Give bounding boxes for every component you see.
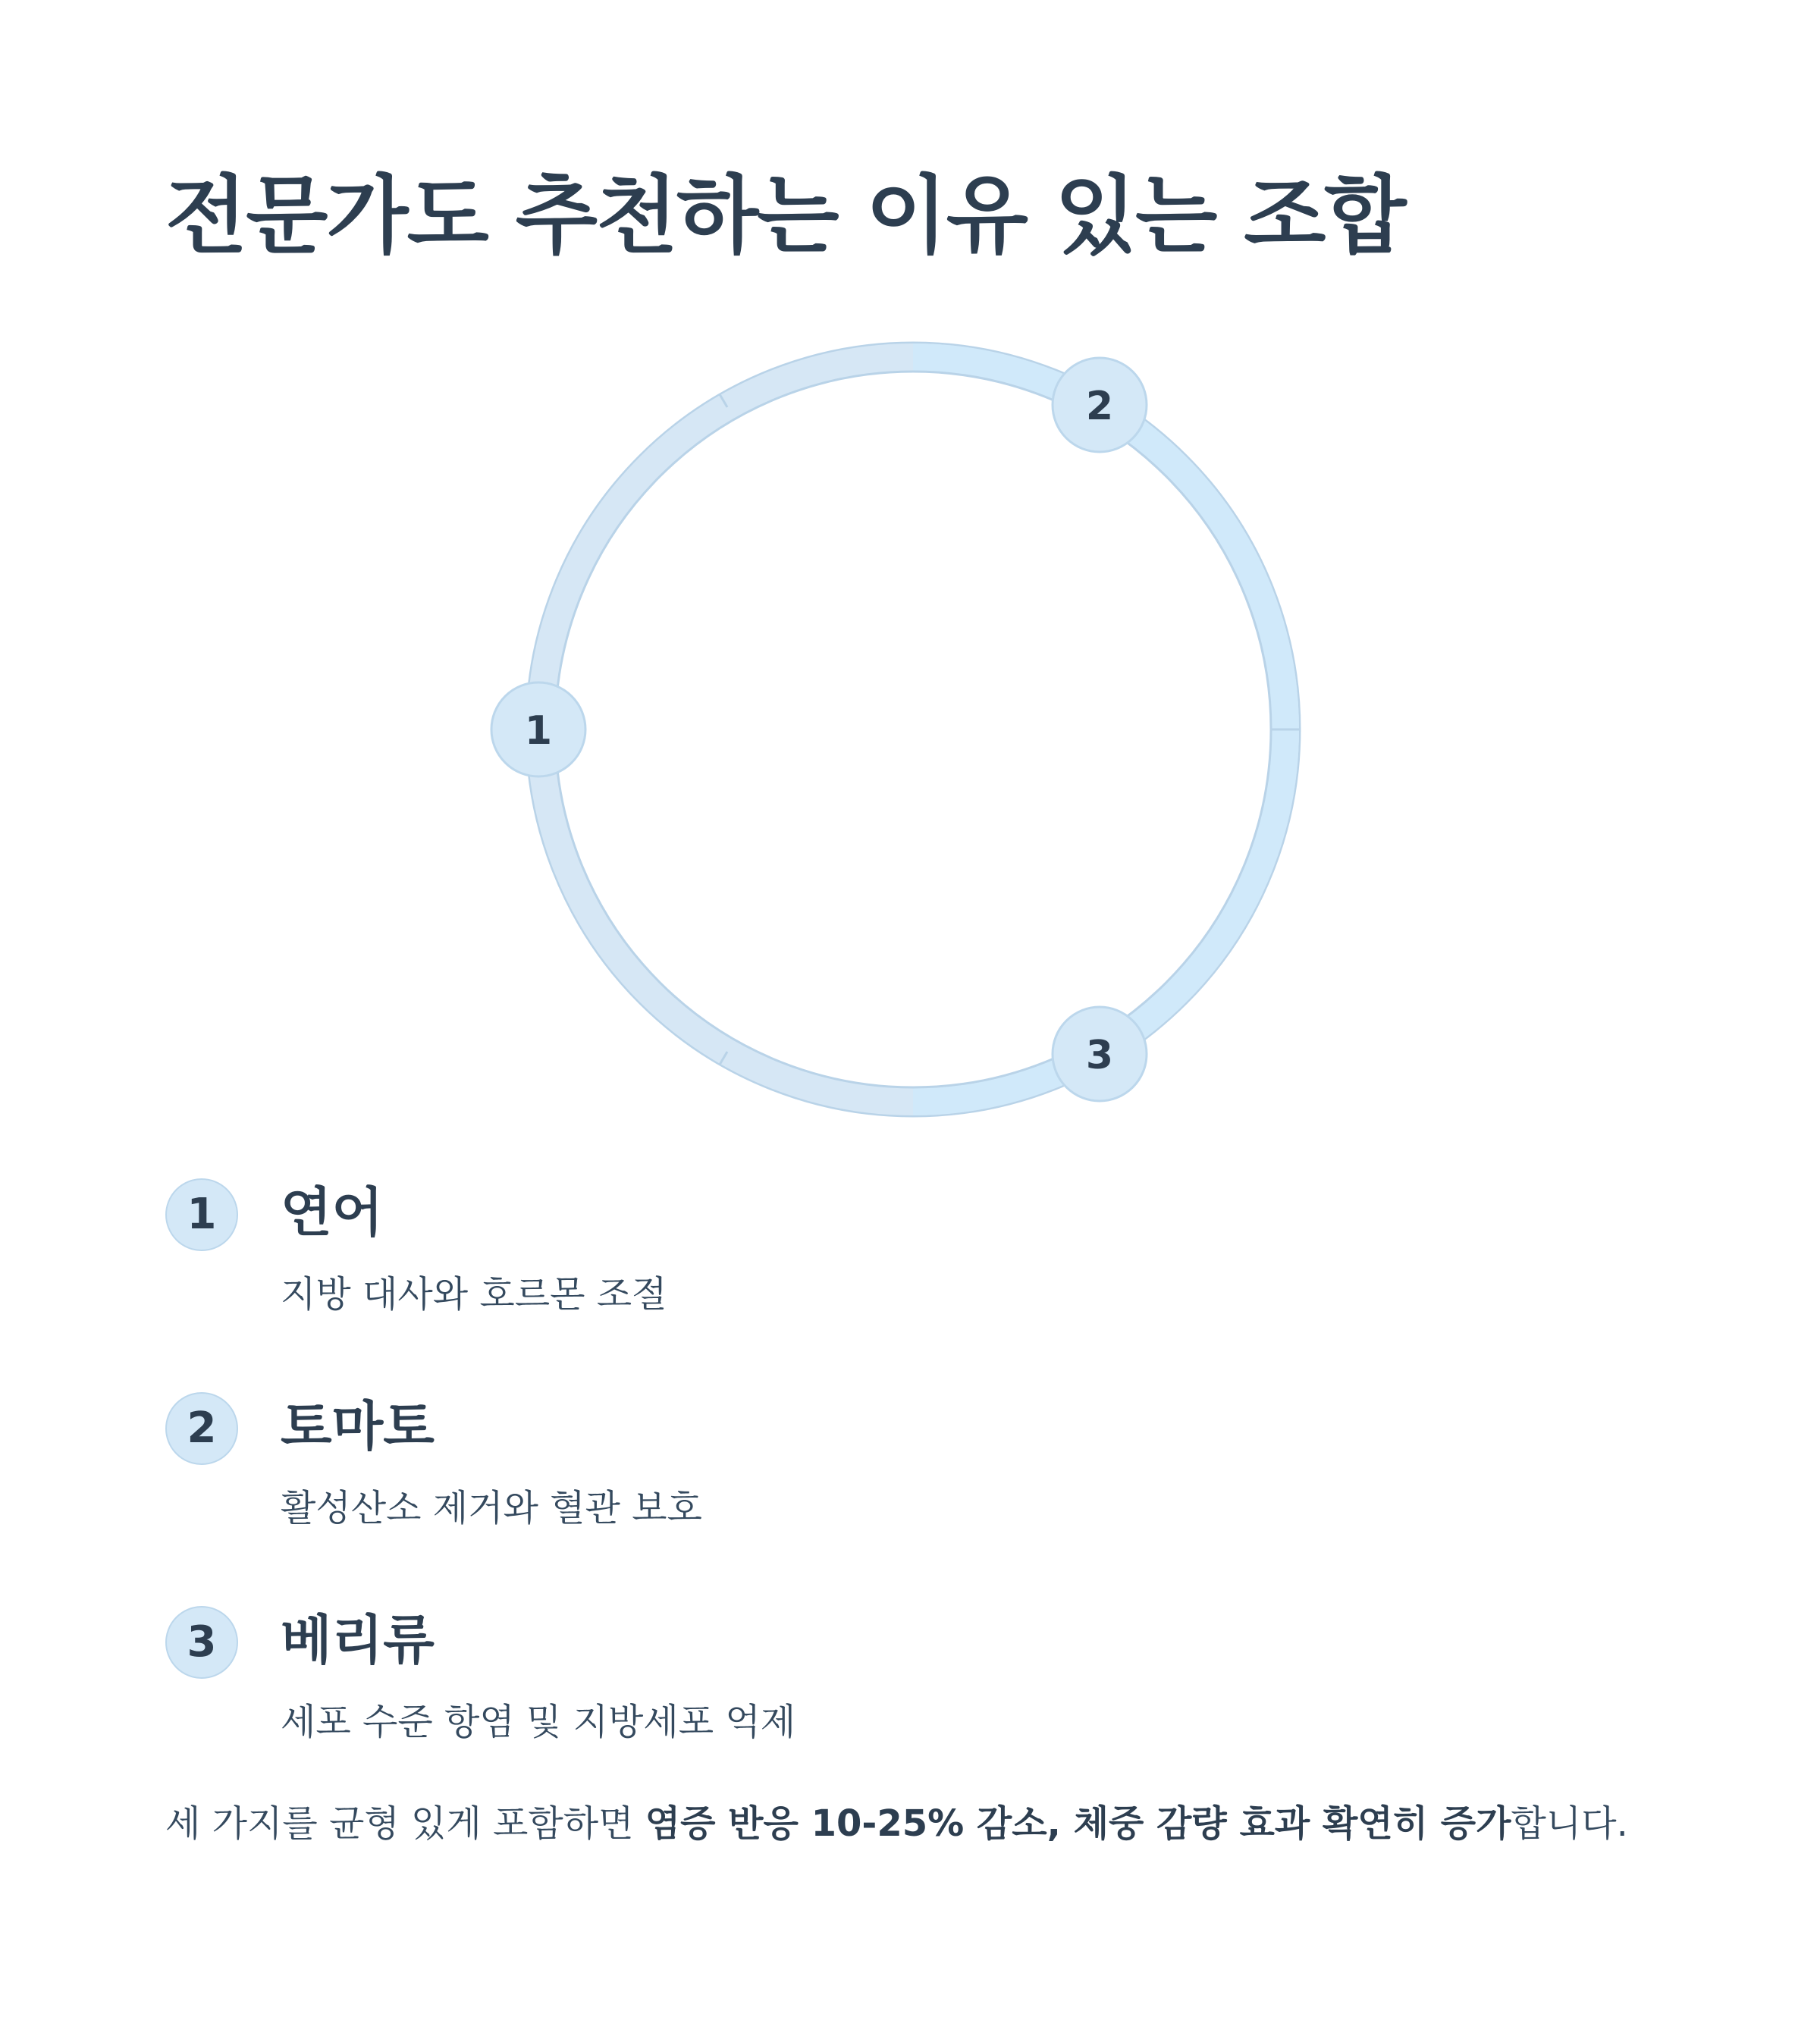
item-description: 세포 수준 항염 및 지방세포 억제 bbox=[281, 1701, 796, 1743]
cycle-node-label: 1 bbox=[524, 708, 553, 754]
cycle-node-label: 2 bbox=[1085, 384, 1114, 429]
item-description: 지방 대사와 호르몬 조절 bbox=[281, 1273, 667, 1316]
cycle-node-label: 3 bbox=[1085, 1033, 1114, 1078]
summary-emphasis: 염증 반응 10-25% 감소, 체중 감량 효과 확연히 증가 bbox=[645, 1802, 1511, 1845]
summary-prefix: 세 가지를 균형 있게 포함하면 bbox=[165, 1802, 645, 1845]
item-title: 연어 bbox=[281, 1181, 384, 1244]
cycle-ring bbox=[526, 343, 1300, 1116]
item-number-badge: 3 bbox=[165, 1606, 238, 1679]
item-number-badge: 1 bbox=[165, 1178, 238, 1251]
summary-text bbox=[165, 1797, 1628, 1850]
item-title: 베리류 bbox=[281, 1609, 435, 1671]
item-number-badge: 2 bbox=[165, 1392, 238, 1465]
item-title: 토마토 bbox=[281, 1395, 435, 1457]
page-title: 전문가도 추천하는 이유 있는 조합 bbox=[165, 167, 1405, 265]
cycle-node-1 bbox=[491, 682, 585, 776]
item-description: 활성산소 제거와 혈관 보호 bbox=[281, 1487, 702, 1529]
summary-suffix: 합니다. bbox=[1511, 1802, 1628, 1845]
cycle-node-3 bbox=[1053, 1007, 1147, 1101]
cycle-node-2 bbox=[1053, 358, 1147, 452]
